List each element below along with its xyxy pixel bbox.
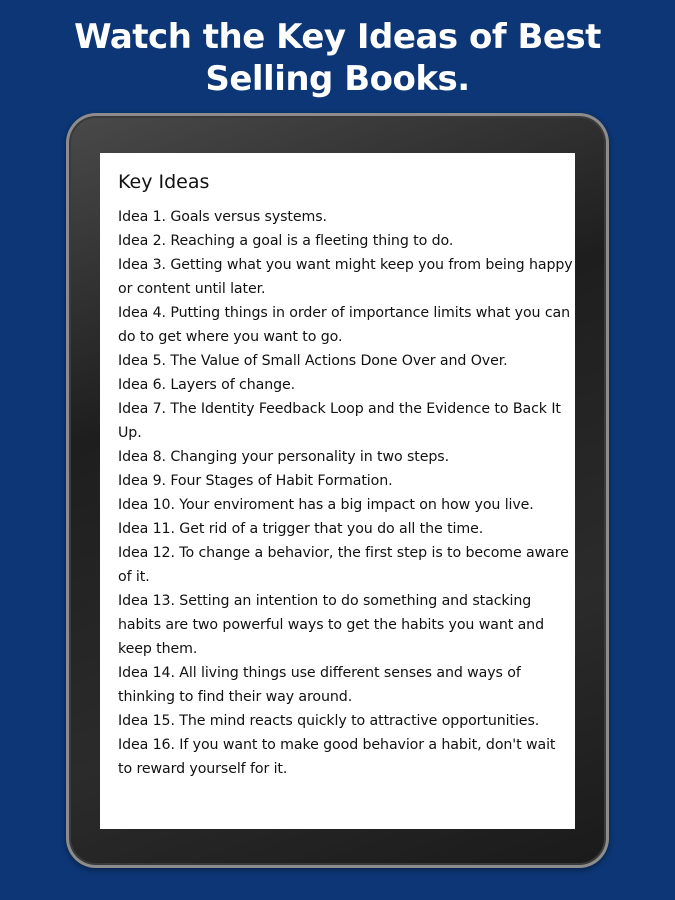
key-idea-item[interactable]: Idea 8. Changing your personality in two steps. bbox=[118, 449, 449, 465]
key-idea-item[interactable]: Idea 16. If you want to make good behavior a habit, don't wait to reward yourself for it. bbox=[118, 737, 556, 777]
key-idea-item[interactable]: Idea 15. The mind reacts quickly to attractive opportunities. bbox=[118, 713, 540, 729]
key-idea-item[interactable]: Idea 6. Layers of change. bbox=[118, 377, 296, 393]
key-idea-item[interactable]: Idea 3. Getting what you want might keep you from being happy or content until later. bbox=[118, 257, 573, 297]
promo-headline-line-1: Watch the Key Ideas of Best bbox=[74, 17, 601, 57]
key-idea-item[interactable]: Idea 14. All living things use different senses and ways of thinking to find their way around. bbox=[118, 665, 521, 705]
key-idea-item[interactable]: Idea 12. To change a behavior, the first step is to become aware of it. bbox=[118, 545, 569, 585]
key-idea-item[interactable]: Idea 13. Setting an intention to do something and stacking habits are two powerful ways to get the habits you want and keep them. bbox=[118, 593, 544, 657]
key-idea-item[interactable]: Idea 4. Putting things in order of importance limits what you can do to get where you want to go. bbox=[118, 305, 571, 345]
key-idea-item[interactable]: Idea 11. Get rid of a trigger that you do all the time. bbox=[118, 521, 484, 537]
promo-headline-line-2: Selling Books. bbox=[205, 59, 470, 99]
key-idea-item[interactable]: Idea 9. Four Stages of Habit Formation. bbox=[118, 473, 393, 489]
key-idea-item[interactable]: Idea 7. The Identity Feedback Loop and the Evidence to Back It Up. bbox=[118, 401, 561, 441]
key-idea-item[interactable]: Idea 2. Reaching a goal is a fleeting thing to do. bbox=[118, 233, 454, 249]
key-idea-item[interactable]: Idea 1. Goals versus systems. bbox=[118, 209, 327, 225]
key-ideas-title: Key Ideas bbox=[118, 171, 210, 193]
promo-headline bbox=[0, 16, 675, 100]
tablet-screen[interactable] bbox=[100, 153, 575, 829]
key-ideas-list bbox=[118, 205, 573, 781]
tablet-frame bbox=[66, 113, 609, 868]
key-idea-item[interactable]: Idea 5. The Value of Small Actions Done Over and Over. bbox=[118, 353, 508, 369]
key-idea-item[interactable]: Idea 10. Your enviroment has a big impact on how you live. bbox=[118, 497, 534, 513]
